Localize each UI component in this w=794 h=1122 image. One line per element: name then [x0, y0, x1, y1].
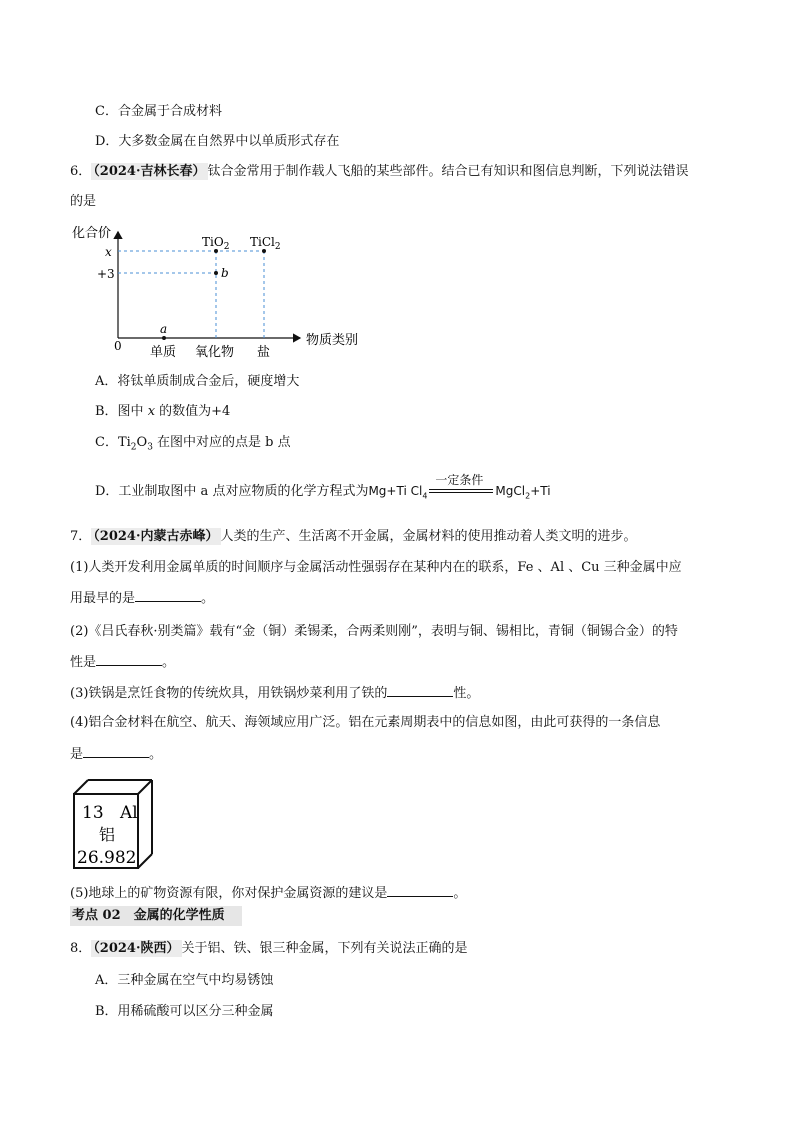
q8-stem-text: 关于铝、铁、银三种金属，下列有关说法正确的是	[181, 941, 468, 956]
q6-option-d	[95, 473, 551, 505]
q6-option-c	[95, 434, 291, 457]
x-cat-oxide: 氧化物	[195, 345, 235, 360]
q7-part1-line2	[70, 589, 214, 608]
q7-part5	[70, 884, 466, 903]
x-axis-label: 物质类别	[306, 333, 359, 348]
q7-number: 7．	[70, 529, 92, 544]
q7-part4-line1: (4)铝合金材料在航空、航天、海领域应用广泛。铝在元素周期表中的信息如图，由此可获得的一条信息	[70, 715, 661, 730]
q6-stem-line1	[70, 163, 689, 181]
x-cat-element: 单质	[150, 345, 177, 360]
q7-stem-text: 人类的生产、生活离不开金属，金属材料的使用推动着人类文明的进步。	[220, 529, 637, 544]
q8-number: 8．	[70, 941, 92, 956]
q7-part4-prefix: 是	[70, 747, 84, 762]
point-a	[162, 336, 166, 340]
q7-part1-suffix: 。	[201, 591, 215, 606]
q7-part4-line2	[70, 745, 162, 764]
q8-source-tag: （2024·陕西）	[93, 941, 180, 956]
label-a: a	[160, 322, 168, 336]
q7-part4-suffix: 。	[149, 747, 163, 762]
q7-part3	[70, 684, 479, 703]
q6-option-c-sub1: 2	[130, 442, 137, 453]
label-ticl: TiCl$_2$	[250, 235, 281, 252]
answer-blank-2[interactable]	[96, 653, 162, 666]
q7-part3-prefix: (3)铁锅是烹饪食物的传统炊具，用铁锅炒菜利用了铁的	[70, 686, 388, 701]
q6-option-b-suffix: 的数值为+4	[155, 404, 231, 419]
equation-condition	[429, 473, 493, 501]
q7-part2-suffix: 。	[162, 655, 176, 670]
element-atomic-number: 13	[82, 803, 104, 823]
element-name: 铝	[99, 825, 116, 844]
q6-option-b-prefix: B．图中	[95, 404, 148, 419]
q5-option-c: C．合金属于合成材料	[95, 104, 222, 119]
point-b	[214, 271, 218, 275]
answer-blank-5[interactable]	[387, 884, 453, 897]
q6-option-b	[95, 403, 230, 421]
q6-option-d-prefix: D．工业制取图中 a 点对应物质的化学方程式为	[95, 484, 369, 499]
answer-blank-4[interactable]	[83, 745, 149, 758]
q6-option-c-prefix: C．Ti	[95, 435, 131, 450]
q7-part2-line2	[70, 653, 175, 672]
q8-option-a: A．三种金属在空气中均易锈蚀	[95, 973, 274, 988]
q7-part2-line1: (2)《吕氏春秋·别类篇》载有“金（铜）柔锡柔，合两柔则刚”，表明与铜、锡相比，青铜（铜锡合金）的特	[70, 624, 678, 639]
equation-left: Mg+Ti $Cl_4$	[368, 484, 428, 501]
q6-option-c-mid: O	[136, 435, 148, 450]
q6-stem-text: 钛合金常用于制作载人飞船的某些部件。结合已有知识和图信息判断，下列说法错误	[207, 164, 689, 179]
point-ticl	[262, 249, 266, 253]
q7-part5-suffix: 。	[453, 886, 467, 901]
q8-stem	[70, 940, 468, 958]
q6-option-b-var: x	[147, 404, 156, 419]
q6-option-c-sub2: 3	[147, 442, 153, 453]
answer-blank-1[interactable]	[135, 589, 201, 602]
aluminum-element-cell	[70, 776, 156, 872]
q7-source-tag: （2024·内蒙古赤峰）	[93, 529, 219, 544]
label-tio2: TiO$_2$	[202, 235, 230, 252]
q7-part2-prefix: 性是	[70, 655, 97, 670]
q7-part1-line1: (1)人类开发利用金属单质的时间顺序与金属活动性强弱存在某种内在的联系，Fe 、Al 、Cu 三种金属中应	[70, 560, 682, 575]
q6-stem-line2: 的是	[70, 194, 97, 209]
topic-heading: 考点 02 金属的化学性质	[70, 906, 242, 926]
q7-stem	[70, 528, 637, 546]
label-b: b	[221, 266, 229, 280]
answer-blank-3[interactable]	[387, 684, 453, 697]
element-symbol: Al	[120, 803, 138, 823]
point-tio2	[214, 249, 218, 253]
element-atomic-mass: 26.982	[77, 848, 137, 868]
q7-part3-suffix: 性。	[453, 686, 480, 701]
x-cat-salt: 盐	[257, 345, 271, 360]
equation-condition-text: 一定条件	[435, 473, 484, 487]
q5-option-d: D．大多数金属在自然界中以单质形式存在	[95, 134, 340, 149]
q6-option-c-suffix: 在图中对应的点是 b 点	[152, 435, 291, 450]
q6-source-tag: （2024·吉林长春）	[93, 164, 206, 179]
q6-option-a: A．将钛单质制成合金后，硬度增大	[95, 374, 300, 389]
equation-right: MgCl$_2$+Ti	[495, 484, 551, 501]
y-tick-plus3: +3	[97, 267, 115, 281]
valence-category-diagram	[70, 220, 370, 360]
origin-label: 0	[114, 339, 122, 353]
q7-part1-prefix: 用最早的是	[70, 591, 136, 606]
q7-part5-prefix: (5)地球上的矿物资源有限，你对保护金属资源的建议是	[70, 886, 388, 901]
q6-number: 6．	[70, 164, 92, 179]
q8-option-b: B．用稀硫酸可以区分三种金属	[95, 1004, 274, 1019]
y-axis-label: 化合价	[72, 226, 112, 241]
y-tick-x: x	[105, 245, 112, 259]
